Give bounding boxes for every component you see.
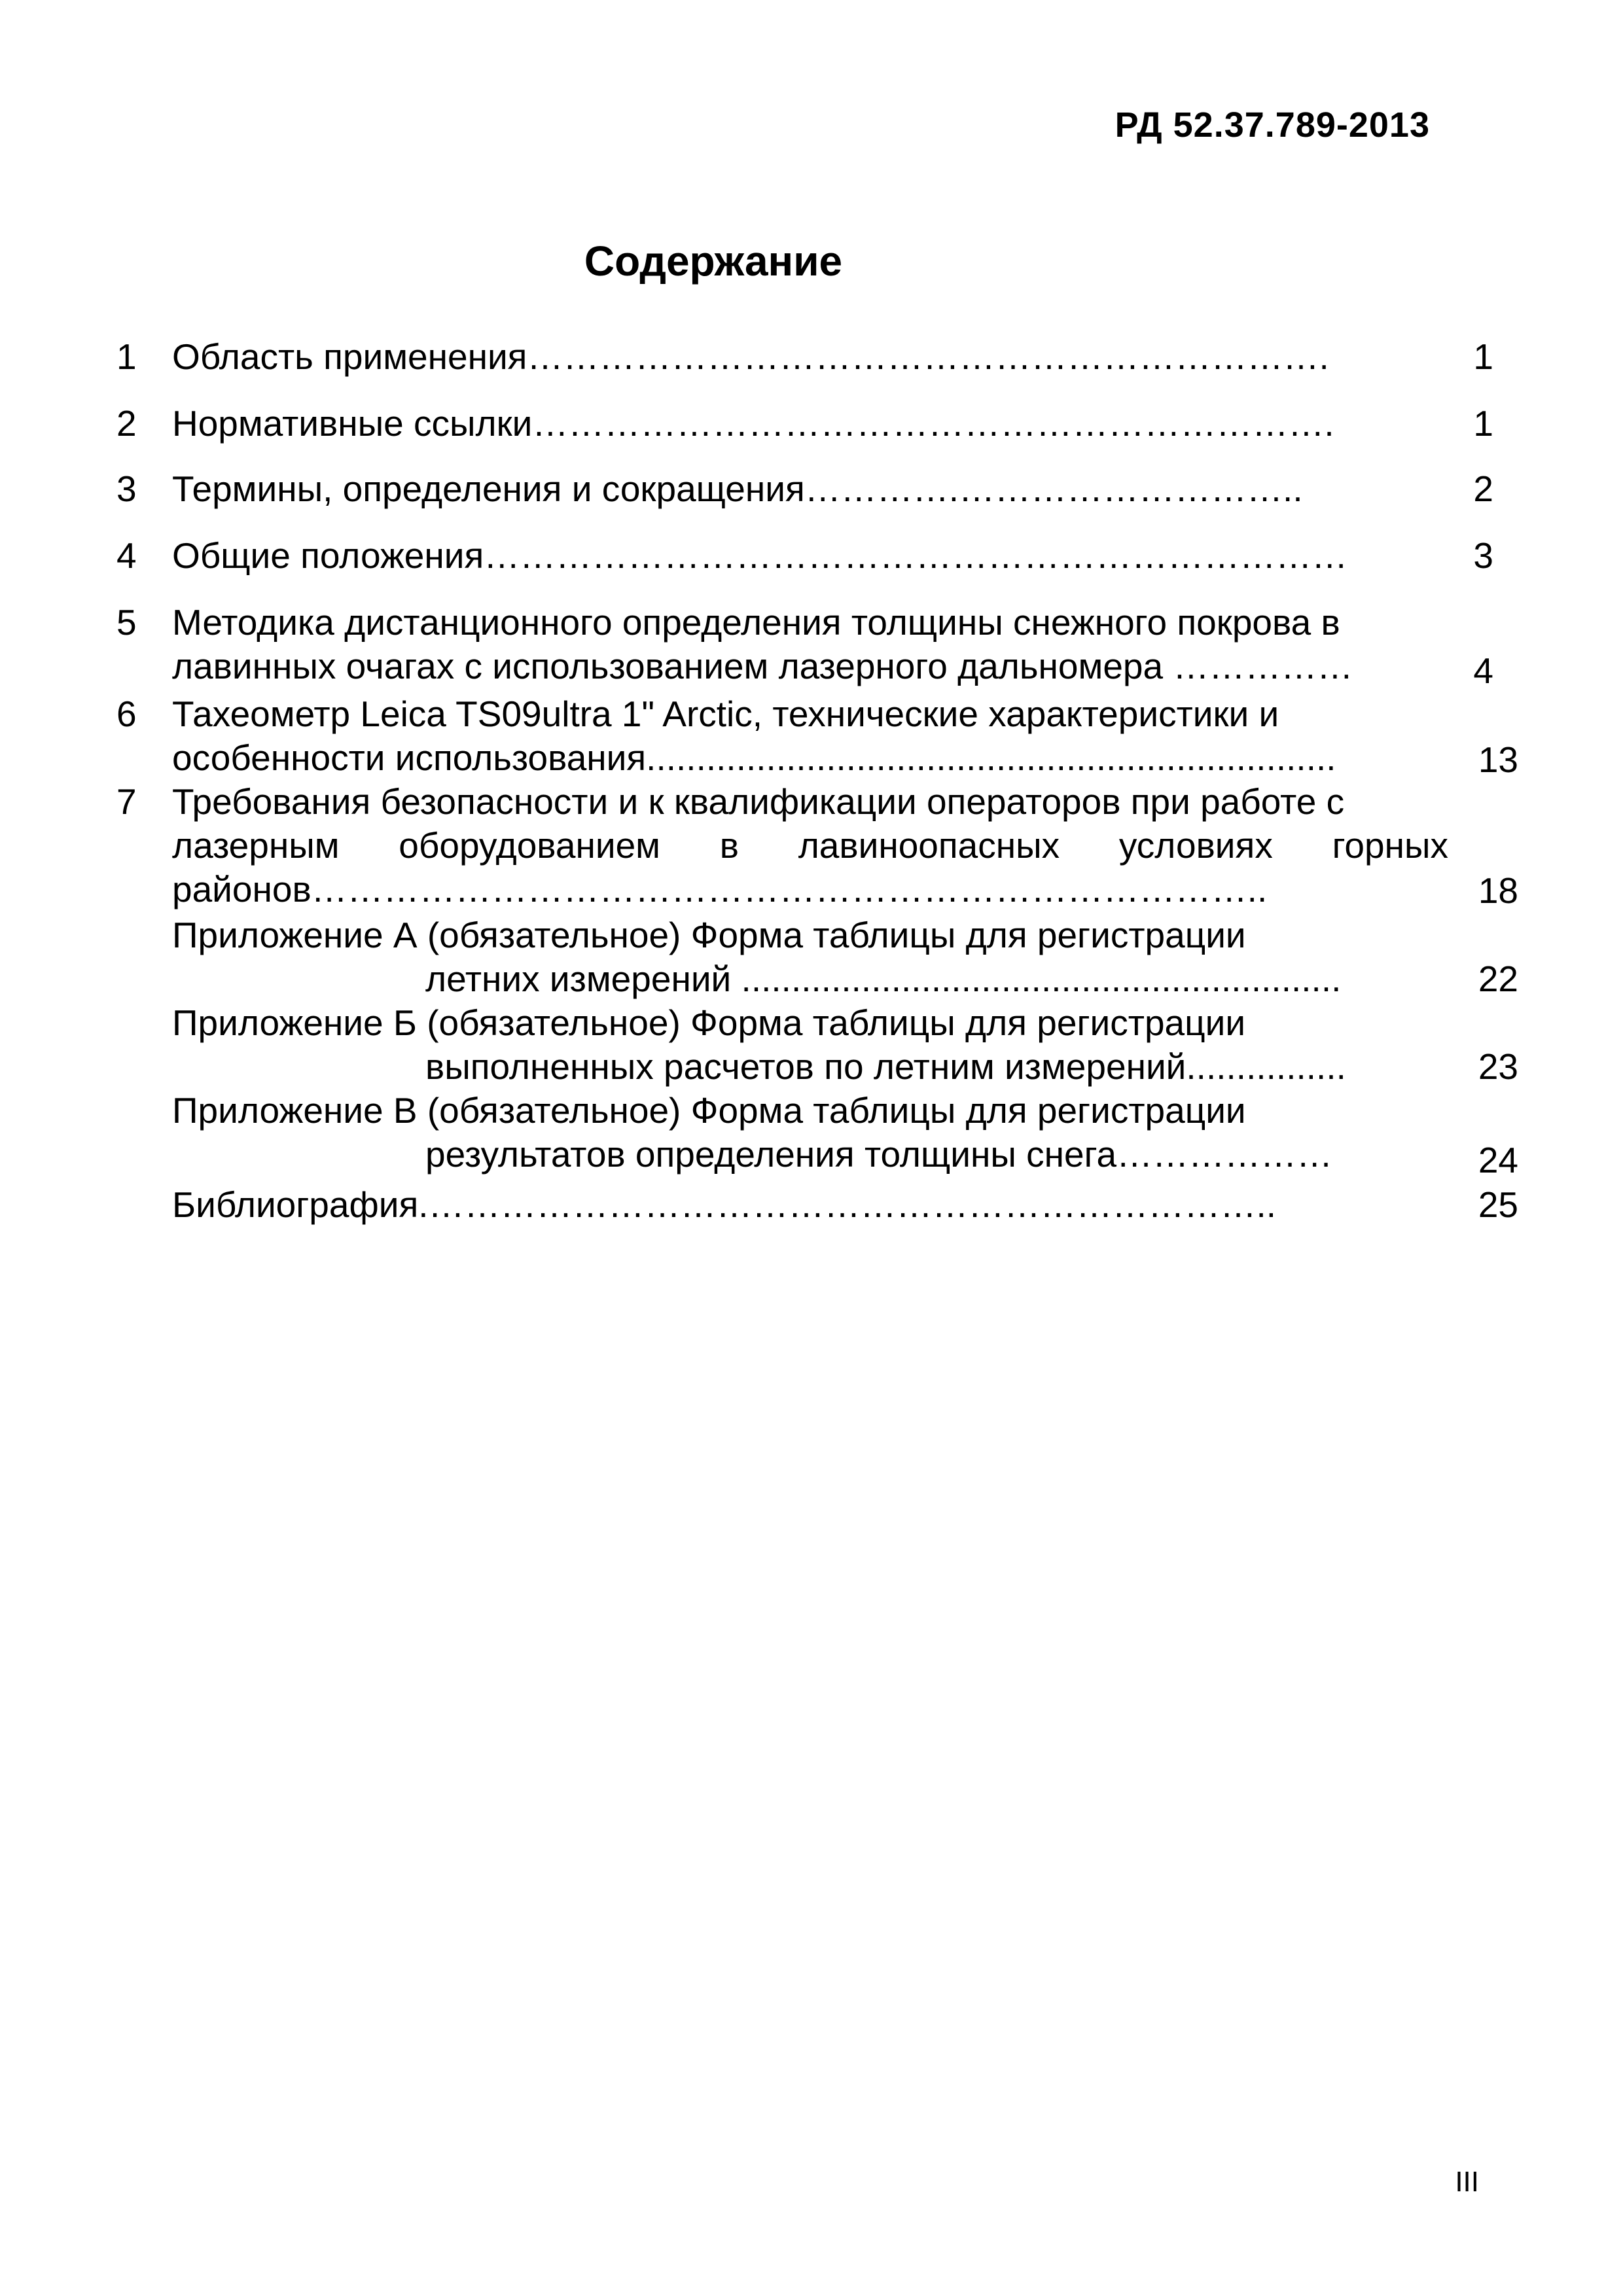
toc-entry-page: 1 <box>1473 336 1493 377</box>
toc-entry-page: 1 <box>1473 403 1493 444</box>
toc-entry-page: 3 <box>1473 535 1493 576</box>
toc-entry-number: 2 <box>116 403 137 444</box>
toc-entry-title-line1: Требования безопасности и к квалификации операторов при работе с <box>172 781 1345 822</box>
appendix-title-line1: Приложение А (обязательное) Форма таблицы для регистрации <box>172 915 1246 955</box>
toc-entry-title: Термины, определения и сокращения………….……………………….. <box>172 468 1303 509</box>
toc-entry-title-line1: Тахеометр Leica TS09ultra 1" Arctic, технические характеристики и <box>172 694 1279 734</box>
toc-entry-title: Область применения…………………………………………………………. <box>172 336 1329 377</box>
appendix-page: 23 <box>1478 1046 1518 1087</box>
appendix-title-line2: выполненных расчетов по летним измерений................ <box>425 1046 1346 1087</box>
toc-entry-number: 1 <box>116 336 137 377</box>
bibliography-title: Библиография.…………………………………………………………….. <box>172 1184 1277 1225</box>
toc-entry-page: 4 <box>1473 650 1493 691</box>
page-number: III <box>1455 2166 1479 2198</box>
toc-entry-number: 6 <box>116 694 137 734</box>
toc-entry-title-line1: Методика дистанционного определения толщины снежного покрова в <box>172 602 1340 643</box>
toc-entry-number: 5 <box>116 602 137 643</box>
appendix-title-line1: Приложение В (обязательное) Форма таблицы для регистрации <box>172 1090 1246 1131</box>
document-code: РД 52.37.789-2013 <box>1115 105 1430 145</box>
toc-title: Содержание <box>584 238 843 285</box>
appendix-title-line2: летних измерений ............................................................ <box>425 959 1342 999</box>
toc-entry-page: 13 <box>1478 739 1518 780</box>
toc-entry-title: Нормативные ссылки…………………………………………………………. <box>172 403 1334 444</box>
bibliography-page: 25 <box>1478 1184 1518 1225</box>
toc-entry-title: Общие положения……………………………………………………………… <box>172 535 1348 576</box>
toc-entry-number: 4 <box>116 535 137 576</box>
appendix-title-line1: Приложение Б (обязательное) Форма таблицы для регистрации <box>172 1002 1246 1043</box>
toc-entry-page: 18 <box>1478 870 1518 911</box>
appendix-title-line2: результатов определения толщины снега……………… <box>425 1134 1333 1174</box>
appendix-page: 24 <box>1478 1140 1518 1180</box>
toc-entry-number: 3 <box>116 468 137 509</box>
appendix-page: 22 <box>1478 959 1518 999</box>
toc-entry-title-line2: лазерным оборудованием в лавиноопасных условиях горных <box>172 825 1448 866</box>
toc-entry-title-line2: особенности использования..................................................................... <box>172 737 1336 778</box>
toc-entry-number: 7 <box>116 781 137 822</box>
toc-entry-title-line3: районов…………………………………………………………………….. <box>172 869 1268 910</box>
toc-entry-page: 2 <box>1473 468 1493 509</box>
toc-entry-title-line2: лавинных очагах с использованием лазерного дальномера …………… <box>172 646 1353 686</box>
